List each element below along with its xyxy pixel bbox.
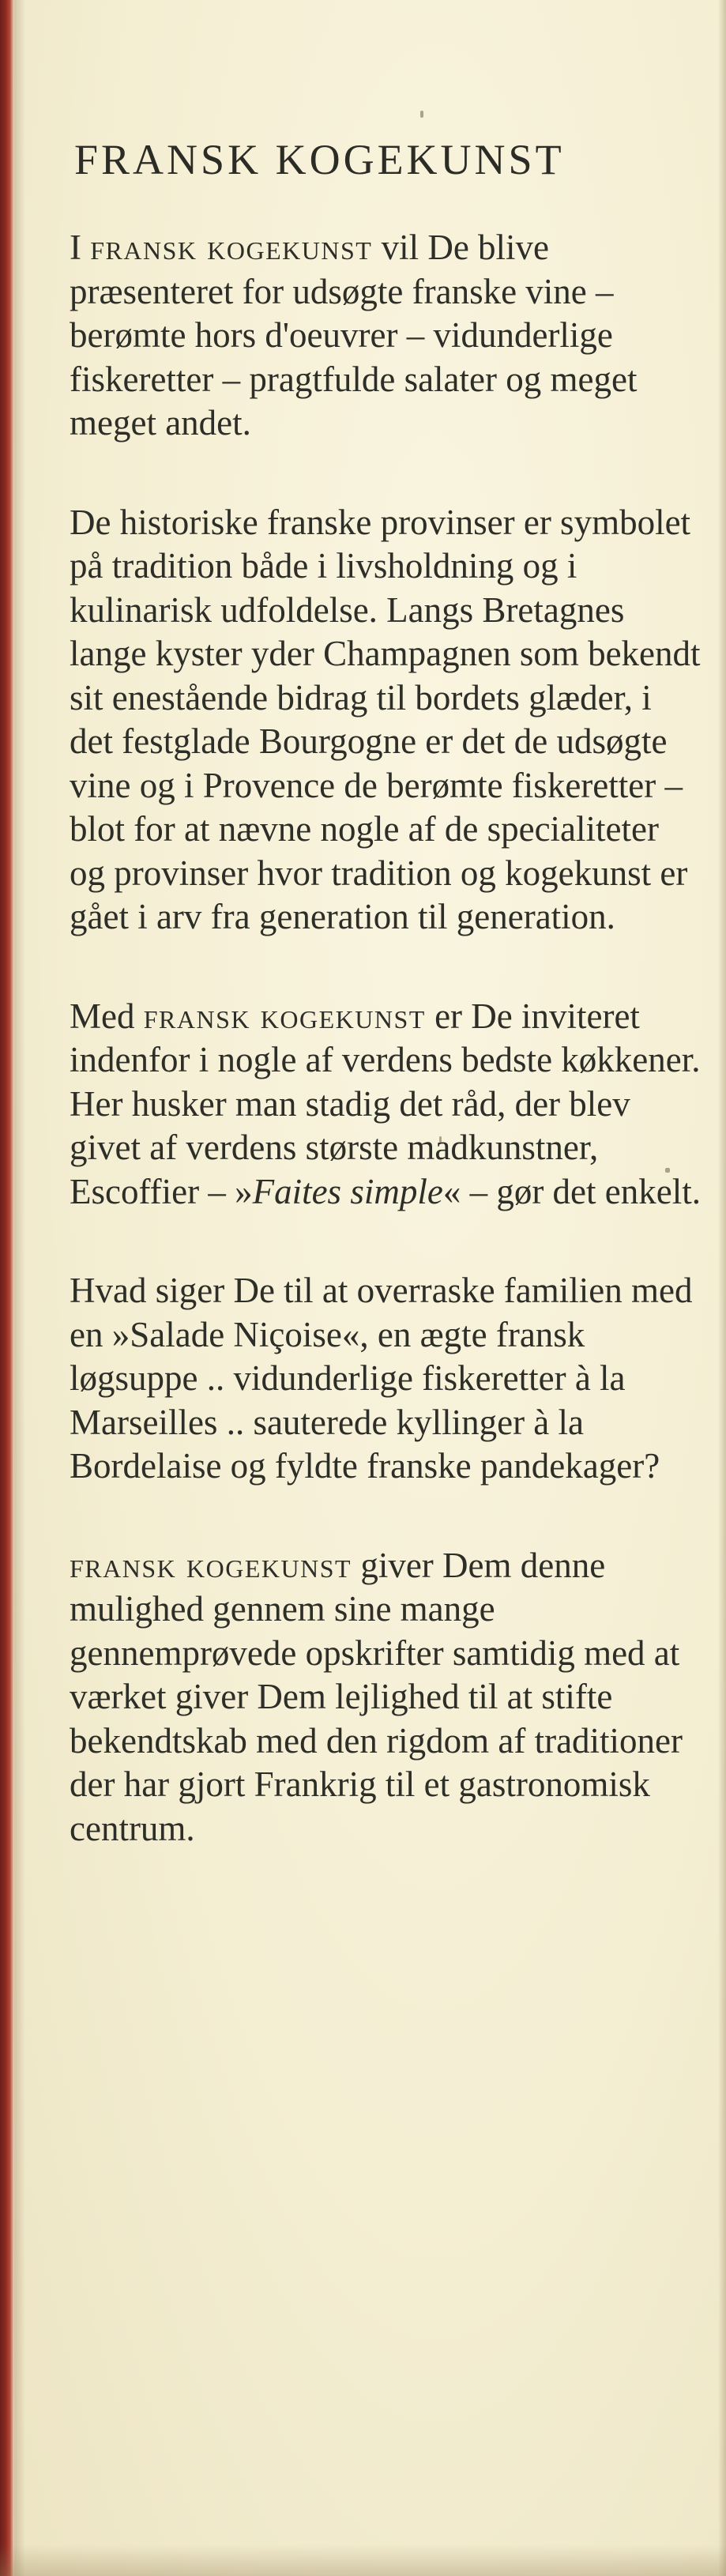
paragraph-text: Hvad siger De til at overraske familien med en »Salade Niçoise«, en ægte fransk løgsuppe .. vidunderlige fiskeretter à la Marseilles .. sauterede kyllinger à la Bordelaise og fyldte franske pandekager? xyxy=(70,1271,693,1486)
paragraph-text: De historiske franske provinser er symbolet på tradition både i livsholdning og i kulinarisk udfoldelse. Langs Bretagnes lange kyster yder Champagnen som bekendt sit enestående bidrag til bordets glæder, i det festglade Bourgogne er det de udsøgte vine og i Provence de berømte fiskeretter – blot for at nævne nogle af de specialiteter og provinser hvor tradition og kogekunst er gået i arv fra generation til generation. xyxy=(70,502,701,936)
spine-shadow xyxy=(14,0,25,2576)
paragraph-text: Med xyxy=(70,996,144,1036)
body-paragraph xyxy=(70,501,702,940)
body-paragraph xyxy=(70,1544,702,1851)
italic-quote: Faites simple xyxy=(252,1171,443,1211)
book-spine-edge xyxy=(0,0,14,2576)
paragraph-text: giver Dem denne mulighed gennem sine mange gennemprøvede opskrifter samtidig med at værket giver Dem lejlighed til at stifte bekendtskab med den rigdom af traditioner der har gjort Frankrig til et gastronomisk centrum. xyxy=(70,1545,683,1848)
flap-text xyxy=(70,134,702,1906)
book-title-mention: fransk kogekunst xyxy=(90,228,373,267)
paragraph-text: vil De blive præsenteret for udsøgte franske vine – berømte hors d'oeuvrer – vidunderlige fiskeretter – pragtfulde salater og meget meget andet. xyxy=(70,228,638,443)
paragraph-text: er De inviteret indenfor i nogle af verdens bedste køkkener. Her husker man stadig det råd, der blev givet af verdens største madkunstner, Escoffier – » xyxy=(70,996,701,1211)
page-bottom-edge xyxy=(0,2544,726,2576)
body-paragraph xyxy=(70,1269,702,1489)
book-title-mention: fransk kogekunst xyxy=(70,1545,352,1585)
paper-speck xyxy=(420,111,423,118)
body-paragraph xyxy=(70,226,702,446)
body-paragraph xyxy=(70,995,702,1215)
body-paragraphs xyxy=(70,226,702,1851)
paragraph-text: I xyxy=(70,228,91,267)
page-title: FRANSK KOGEKUNST xyxy=(74,136,565,183)
paragraph-text: « – gør det enkelt. xyxy=(442,1171,701,1211)
page-right-edge xyxy=(718,0,726,2576)
book-title-mention: fransk kogekunst xyxy=(143,996,426,1036)
